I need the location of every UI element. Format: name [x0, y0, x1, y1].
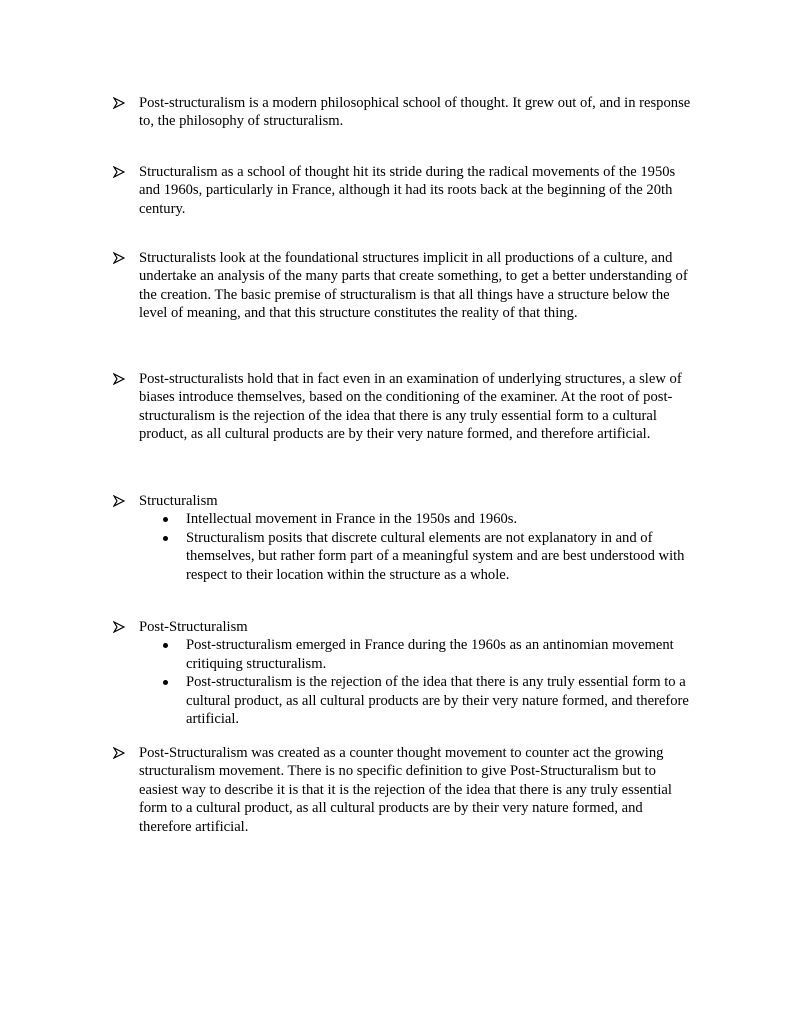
arrow-bullet-icon: [113, 94, 129, 112]
sub-list-item-text: Structuralism posits that discrete cultural elements are not explanatory in and of themselves, but rather form part of a meaningful system and are best understood with respect to their location within the structure as a whole.: [186, 529, 685, 583]
list-item: [113, 744, 693, 836]
list-item-text: Post-Structuralism was created as a counter thought movement to counter act the growing structuralism movement. There is no specific definition to give Post-Structuralism but to easiest way to describe it is that it is the rejection of the idea that there is any truly essential form to a cultural product, as all cultural products are by their very nature formed, and therefore artificial.: [139, 745, 672, 835]
sub-list-item: [186, 529, 694, 584]
list-item-text: Structuralism as a school of thought hit its stride during the radical movements of the 1950s and 1960s, particularly in France, although it had its roots back at the beginning of the 20th century.: [139, 164, 676, 217]
sub-list-item-text: Intellectual movement in France in the 1950s and 1960s.: [186, 511, 518, 528]
arrow-bullet-icon: [113, 492, 129, 510]
sub-list-item-text: Post-structuralism is the rejection of the idea that there is any truly essential form to a cultural product, as all cultural products are by their very nature formed, and therefore artificial.: [186, 674, 689, 728]
sub-list-item: [186, 636, 694, 673]
sub-list-item: [186, 673, 694, 728]
bullet-dot-icon: [162, 673, 172, 691]
list-item: [113, 618, 693, 728]
bullet-dot-icon: [162, 636, 172, 654]
sub-list-item-text: Post-structuralism emerged in France during the 1960s as an antinomian movement critiquing structuralism.: [186, 637, 674, 672]
list-item-text: Structuralists look at the foundational structures implicit in all productions of a culture, and undertake an analysis of the many parts that create something, to get a better understanding of the creation. The basic premise of structuralism is that all things have a structure below the level of meaning, and that this structure constitutes the reality of that thing.: [139, 250, 688, 322]
arrow-bullet-icon: [113, 744, 129, 762]
arrow-bullet-icon: [113, 249, 129, 267]
list-item-text: Structuralism: [139, 493, 218, 509]
list-item-text: Post-Structuralism: [139, 619, 248, 635]
list-item: [113, 94, 693, 131]
arrow-bullet-icon: [113, 370, 129, 388]
list-item: [113, 249, 693, 323]
arrow-bullet-icon: [113, 163, 129, 181]
bullet-dot-icon: [162, 529, 172, 547]
sub-list-item: [186, 510, 694, 528]
list-item: [113, 370, 693, 444]
list-item-text: Post-structuralists hold that in fact even in an examination of underlying structures, a slew of biases introduce themselves, based on the conditioning of the examiner. At the root of post-structuralism is the rejection of the idea that there is any truly essential form to a cultural product, as all cultural products are by their very nature formed, and therefore artificial.: [139, 371, 682, 443]
list-item: [113, 492, 693, 584]
bullet-dot-icon: [162, 510, 172, 528]
arrow-bullet-icon: [113, 618, 129, 636]
list-item-text: Post-structuralism is a modern philosophical school of thought. It grew out of, and in response to, the philosophy of structuralism.: [139, 95, 691, 130]
list-item: [113, 163, 693, 218]
